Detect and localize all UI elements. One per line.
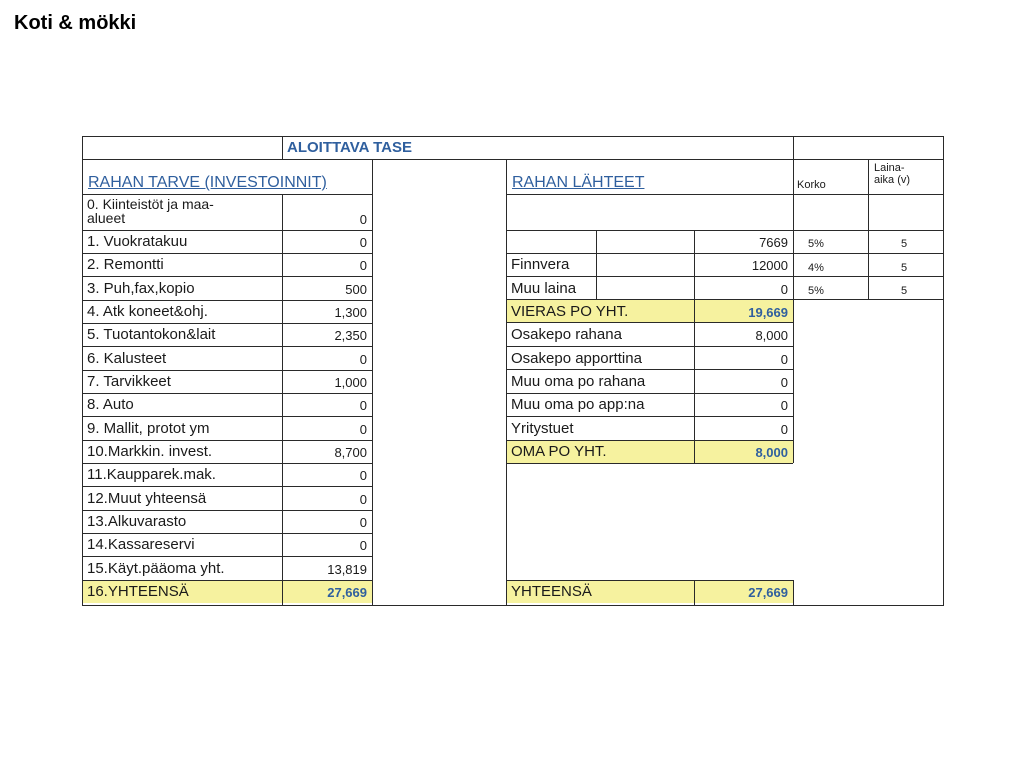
laina-aika-header: Laina- aika (v) <box>874 162 911 186</box>
needs-value: 2,350 <box>334 328 367 343</box>
needs-label: 1. Vuokratakuu <box>87 233 188 250</box>
needs-label: 2. Remontti <box>87 256 164 273</box>
loan-value: 7669 <box>759 235 788 250</box>
vieras-total-value: 19,669 <box>748 305 788 320</box>
needs-label: 3. Puh,fax,kopio <box>87 280 195 297</box>
needs-value: 0 <box>359 398 367 413</box>
needs-label: 11.Kaupparek.mak. <box>87 466 216 483</box>
needs-value: 500 <box>345 282 367 297</box>
sources-total-value: 27,669 <box>748 585 788 600</box>
loan-aika: 5 <box>901 285 908 297</box>
needs-value: 0 <box>359 422 367 437</box>
needs-label: 15.Käyt.pääoma yht. <box>87 560 225 577</box>
needs-value: 0 <box>359 515 367 530</box>
needs-value: 0 <box>359 538 367 553</box>
equity-label: Muu oma po rahana <box>511 373 646 390</box>
needs-value: 13,819 <box>327 562 367 577</box>
loan-aika: 5 <box>901 238 908 250</box>
needs-value: 8,700 <box>334 445 367 460</box>
needs-label: 7. Tarvikkeet <box>87 373 171 390</box>
vieras-total-label: VIERAS PO YHT. <box>511 303 629 320</box>
equity-value: 0 <box>780 352 788 367</box>
loan-aika: 5 <box>901 262 908 274</box>
sources-total-label: YHTEENSÄ <box>511 583 592 600</box>
equity-label: Osakepo rahana <box>511 326 622 343</box>
balance-sheet <box>82 136 944 610</box>
loan-korko: 4% <box>808 262 824 274</box>
needs-value: 0 <box>359 258 367 273</box>
loan-korko: 5% <box>808 285 824 297</box>
sheet-title: ALOITTAVA TASE <box>287 139 412 156</box>
loan-label: Muu laina <box>511 280 577 297</box>
equity-label: Osakepo apporttina <box>511 350 642 367</box>
needs-value: 1,000 <box>334 375 367 390</box>
equity-value: 8,000 <box>755 328 788 343</box>
loan-value: 12000 <box>751 258 788 273</box>
needs-total-label: 16.YHTEENSÄ <box>87 583 189 600</box>
needs-value: 0 <box>359 235 367 250</box>
loan-value: 0 <box>780 282 788 297</box>
oma-total-value: 8,000 <box>755 445 788 460</box>
needs-label: 8. Auto <box>87 396 134 413</box>
equity-label: Yritystuet <box>511 420 574 437</box>
needs-header: RAHAN TARVE (INVESTOINNIT) <box>88 174 327 191</box>
oma-total-label: OMA PO YHT. <box>511 443 607 460</box>
needs-value: 1,300 <box>334 305 367 320</box>
loan-korko: 5% <box>808 238 824 250</box>
needs-label: 14.Kassareservi <box>87 536 195 553</box>
equity-value: 0 <box>780 422 788 437</box>
needs-label: 10.Markkin. invest. <box>87 443 213 460</box>
needs-label: 6. Kalusteet <box>87 350 167 367</box>
korko-header: Korko <box>797 179 826 191</box>
sources-header: RAHAN LÄHTEET <box>512 174 645 191</box>
needs-label: 12.Muut yhteensä <box>87 490 207 507</box>
needs-label: 0. Kiinteistöt ja maa- alueet <box>87 196 214 226</box>
equity-value: 0 <box>780 398 788 413</box>
needs-value: 0 <box>359 352 367 367</box>
page-title: Koti & mökki <box>14 12 137 34</box>
needs-label: 13.Alkuvarasto <box>87 513 187 530</box>
needs-label: 9. Mallit, protot ym <box>87 420 210 437</box>
needs-value: 0 <box>359 468 367 483</box>
needs-total-value: 27,669 <box>327 585 367 600</box>
equity-value: 0 <box>780 375 788 390</box>
needs-label: 4. Atk koneet&ohj. <box>87 303 208 320</box>
needs-label: 5. Tuotantokon&lait <box>87 326 216 343</box>
equity-label: Muu oma po app:na <box>511 396 645 413</box>
needs-value: 0 <box>359 492 367 507</box>
loan-label: Finnvera <box>511 256 570 273</box>
needs-value: 0 <box>359 212 367 227</box>
